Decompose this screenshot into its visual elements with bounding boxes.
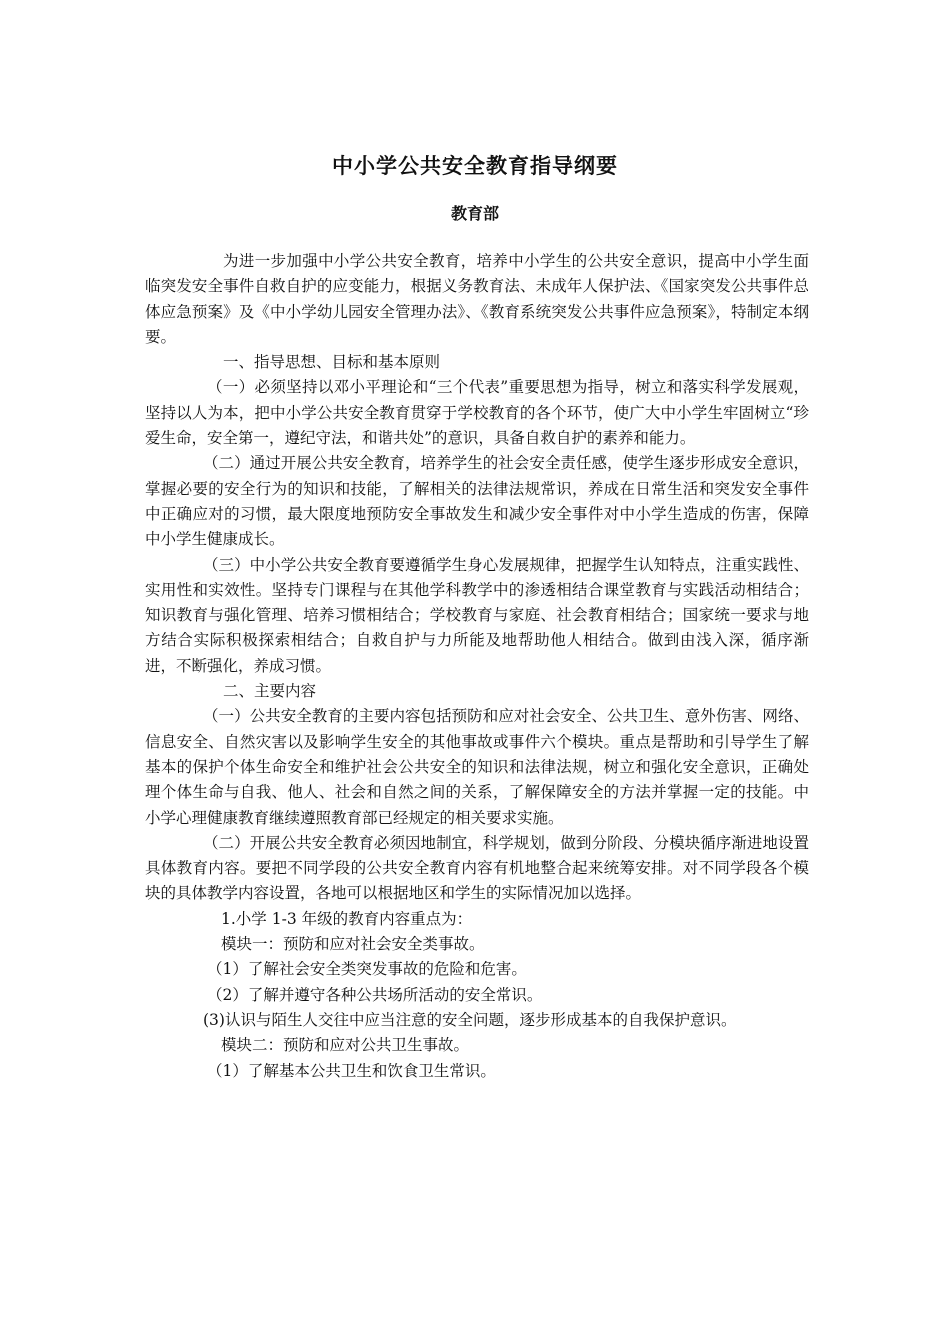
section-heading-1: 一、指导思想、目标和基本原则 xyxy=(223,353,441,372)
paragraph-1-1: （一）必须坚持以邓小平理论和“三个代表”重要思想为指导，树立和落实科学发展观，坚持以人为本，把中小学公共安全教育贯穿于学校教育的各个环节，使广大中小学生牢固树立“珍爱生命，安全第一，遵纪守法，和谐共处”的意识，具备自救自护的素养和能力。 xyxy=(145,378,809,448)
list-item-4: （1）了解基本公共卫生和饮食卫生常识。 xyxy=(207,1061,496,1080)
list-item-3: (3)认识与陌生人交往中应当注意的安全问题，逐步形成基本的自我保护意识。 xyxy=(203,1010,737,1029)
document-title: 中小学公共安全教育指导纲要 xyxy=(332,153,618,178)
module-heading-1: 模块一：预防和应对社会安全类事故。 xyxy=(221,935,485,954)
paragraph-1-3: （三）中小学公共安全教育要遵循学生身心发展规律，把握学生认知特点，注重实践性、实用性和实效性。坚持专门课程与在其他学科教学中的渗透相结合课堂教育与实践活动相结合；知识教育与强化管理、培养习惯相结合；学校教育与家庭、社会教育相结合；国家统一要求与地方结合实际积极探索相结合；自救自护与力所能及地帮助他人相结合。做到由浅入深，循序渐进，不断强化，养成习惯。 xyxy=(145,555,809,675)
paragraph-1-2: （二）通过开展公共安全教育，培养学生的社会安全责任感，使学生逐步形成安全意识，掌握必要的安全行为的知识和技能，了解相关的法律法规常识，养成在日常生活和突发安全事件中正确应对的习惯，最大限度地预防安全事故发生和减少安全事件对中小学生造成的伤害，保障中小学生健康成长。 xyxy=(145,454,809,549)
section-heading-2: 二、主要内容 xyxy=(223,682,317,701)
paragraph-intro: 为进一步加强中小学公共安全教育，培养中小学生的公共安全意识，提高中小学生面临突发安全事件自救自护的应变能力，根据义务教育法、未成年人保护法、《国家突发公共事件总体应急预案》及《中小学幼儿园安全管理办法》、《教育系统突发公共事件应急预案》，特制定本纲要。 xyxy=(145,252,809,346)
paragraph-2-1: （一）公共安全教育的主要内容包括预防和应对社会安全、公共卫生、意外伤害、网络、信息安全、自然灾害以及影响学生安全的其他事故或事件六个模块。重点是帮助和引导学生了解基本的保护个体生命安全和维护社会公共安全的知识和法律法规，树立和强化安全意识，正确处理个体生命与自我、他人、社会和自然之间的关系，了解保障安全的方法并掌握一定的技能。中小学心理健康教育继续遵照教育部已经规定的相关要求实施。 xyxy=(145,707,809,827)
document-body xyxy=(145,249,809,1084)
paragraph-2-2: （二）开展公共安全教育必须因地制宜，科学规划，做到分阶段、分模块循序渐进地设置具体教育内容。要把不同学段的公共安全教育内容有机地整合起来统筹安排。对不同学段各个模块的具体教学内容设置，各地可以根据地区和学生的实际情况加以选择。 xyxy=(145,833,809,903)
list-item-2: （2）了解并遵守各种公共场所活动的安全常识。 xyxy=(207,985,543,1004)
module-heading-2: 模块二：预防和应对公共卫生事故。 xyxy=(221,1036,470,1055)
list-item-1: （1）了解社会安全类突发事故的危险和危害。 xyxy=(207,960,527,979)
subheading-grade-1-3: 1.小学 1-3 年级的教育内容重点为： xyxy=(221,909,473,928)
document-author: 教育部 xyxy=(450,204,499,223)
